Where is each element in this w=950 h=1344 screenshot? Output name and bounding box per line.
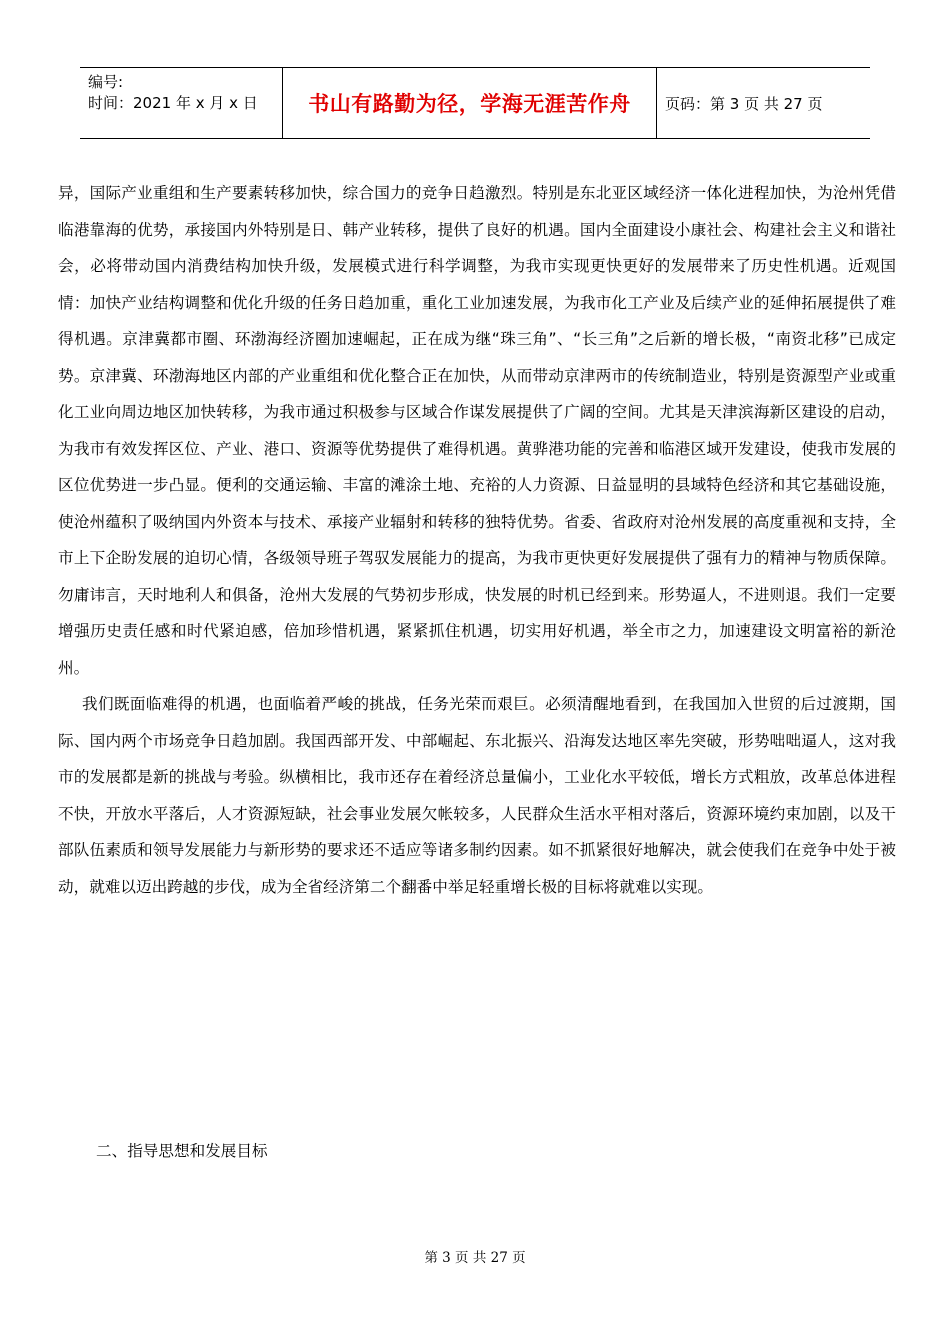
document-header	[80, 67, 870, 139]
page-footer: 第 3 页 共 27 页	[424, 1250, 526, 1266]
document-number-label: 编号:	[88, 73, 124, 91]
document-date: 时间：2021 年 x 月 x 日	[88, 94, 258, 112]
header-meta	[80, 68, 282, 138]
document-body	[58, 175, 896, 905]
header-page-info-cell	[657, 68, 870, 138]
body-paragraph-1: 异，国际产业重组和生产要素转移加快，综合国力的竞争日趋激烈。特别是东北亚区域经济一体化进程加快，为沧州凭借临港靠海的优势，承接国内外特别是日、韩产业转移，提供了良好的机遇。国内全面建设小康社会、构建社会主义和谐社会，必将带动国内消费结构加快升级，发展模式进行科学调整，为我市实现更快更好的发展带来了历史性机遇。近观国情：加快产业结构调整和优化升级的任务日趋加重，重化工业加速发展，为我市化工产业及后续产业的延伸拓展提供了难得机遇。京津冀都市圈、环渤海经济圈加速崛起，正在成为继“珠三角”、“长三角”之后新的增长极，“南资北移”已成定势。京津冀、环渤海地区内部的产业重组和优化整合正在加快，从而带动京津两市的传统制造业，特别是资源型产业或重化工业向周边地区加快转移，为我市通过积极参与区域合作谋发展提供了广阔的空间。尤其是天津滨海新区建设的启动，为我市有效发挥区位、产业、港口、资源等优势提供了难得机遇。黄骅港功能的完善和临港区域开发建设，使我市发展的区位优势进一步凸显。便利的交通运输、丰富的滩涂土地、充裕的人力资源、日益显明的县域特色经济和其它基础设施，使沧州蕴积了吸纳国内外资本与技术、承接产业辐射和转移的独特优势。省委、省政府对沧州发展的高度重视和支持，全市上下企盼发展的迫切心情，各级领导班子驾驭发展能力的提高，为我市更快更好发展提供了强有力的精神与物质保障。勿庸讳言，天时地利人和俱备，沧州大发展的气势初步形成，快发展的时机已经到来。形势逼人，不进则退。我们一定要增强历史责任感和时代紧迫感，倍加珍惜机遇，紧紧抓住机遇，切实用好机遇，举全市之力，加速建设文明富裕的新沧州。	[58, 184, 896, 677]
section-heading: 二、指导思想和发展目标	[96, 1142, 268, 1160]
header-page-info: 页码：第 3 页 共 27 页	[665, 94, 823, 113]
header-motto: 书山有路勤为径，学海无涯苦作舟	[308, 92, 631, 116]
header-motto-cell	[282, 68, 657, 138]
body-paragraph-2: 我们既面临难得的机遇，也面临着严峻的挑战，任务光荣而艰巨。必须清醒地看到，在我国加入世贸的后过渡期，国际、国内两个市场竞争日趋加剧。我国西部开发、中部崛起、东北振兴、沿海发达地区率先突破，形势咄咄逼人，这对我市的发展都是新的挑战与考验。纵横相比，我市还存在着经济总量偏小，工业化水平较低，增长方式粗放，改革总体进程不快，开放水平落后，人才资源短缺，社会事业发展欠帐较多，人民群众生活水平相对落后，资源环境约束加剧，以及干部队伍素质和领导发展能力与新形势的要求还不适应等诸多制约因素。如不抓紧很好地解决，就会使我们在竞争中处于被动，就难以迈出跨越的步伐，成为全省经济第二个翻番中举足轻重增长极的目标将就难以实现。	[58, 695, 896, 896]
